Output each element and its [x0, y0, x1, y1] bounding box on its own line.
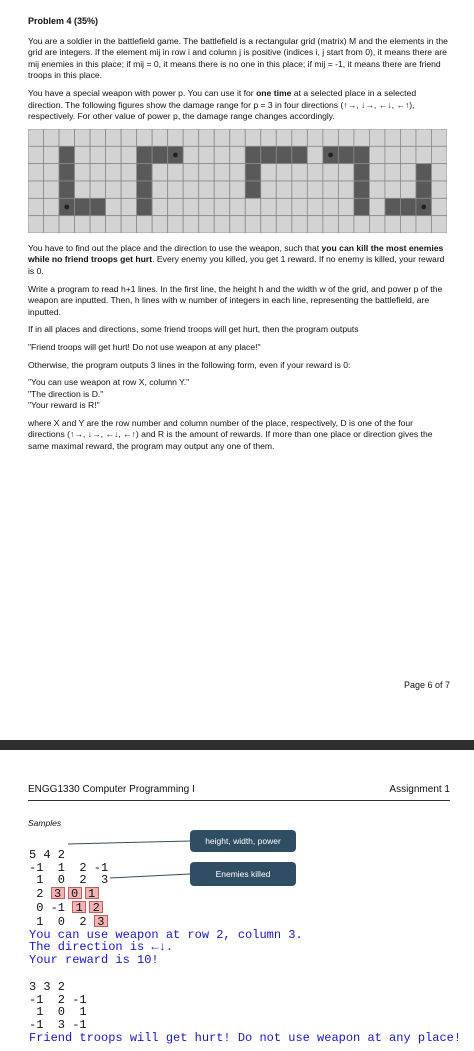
grid-cell: [59, 215, 75, 232]
grid-cell: [323, 215, 339, 232]
grid-cell: [431, 129, 447, 146]
highlight-cell: 2: [89, 901, 103, 913]
grid-cell: [323, 129, 339, 146]
grid-cell: [230, 163, 246, 180]
grid-cell: [431, 163, 447, 180]
grid-cell: [152, 163, 168, 180]
sample1-line-5: 0 -1 1 2: [29, 901, 303, 915]
grid-cell: [59, 181, 75, 198]
sample2-line-4: -1 3 -1: [29, 1018, 87, 1033]
grid-cell: [245, 129, 261, 146]
grid-cell: [28, 198, 44, 215]
grid-cell: [292, 198, 308, 215]
grid-cell: [59, 129, 75, 146]
highlight-cell: 0: [68, 887, 82, 899]
grid-cell: [338, 146, 354, 163]
grid-cell: [152, 198, 168, 215]
grid-cell: [214, 146, 230, 163]
grid-cell: [44, 181, 60, 198]
grid-cell: [261, 198, 277, 215]
grid-cell: [323, 163, 339, 180]
grid-cell: [276, 146, 292, 163]
highlight-cell: 3: [94, 915, 108, 927]
grid-cell: [214, 181, 230, 198]
problem-text: [28, 16, 448, 459]
grid-cell: [431, 215, 447, 232]
grid-cell: [230, 181, 246, 198]
grid-cell: [276, 163, 292, 180]
grid-cell: [276, 198, 292, 215]
sample1-output-2: The direction is ←↓.: [29, 940, 174, 955]
grid-cell: [59, 163, 75, 180]
grid-cell: [431, 146, 447, 163]
grid-cell: [292, 129, 308, 146]
grid-cell: [168, 163, 184, 180]
grid-cell: [199, 146, 215, 163]
output-line-2: "The direction is D.": [28, 388, 104, 399]
sample1-line-4: 2 3 0 1: [29, 887, 303, 901]
para-fail-condition: If in all places and directions, some friend troops will get hurt, then the program outputs: [28, 324, 359, 335]
grid-cell: [354, 215, 370, 232]
page-number: Page 6 of 7: [403, 680, 450, 690]
grid-cell: [245, 146, 261, 163]
grid-cell: [137, 198, 153, 215]
grid-cell: [416, 146, 432, 163]
grid-cell: [292, 181, 308, 198]
samples-label: Samples: [28, 818, 62, 828]
grid-cell: [214, 198, 230, 215]
grid-cell: [152, 146, 168, 163]
grid-cell: [416, 215, 432, 232]
grid-cell: [416, 163, 432, 180]
grid-cell: [137, 129, 153, 146]
grid-cell: [90, 129, 106, 146]
grid-cell: [121, 129, 137, 146]
grid-cell: [307, 129, 323, 146]
grid-cell: [230, 198, 246, 215]
grid-cell: [183, 146, 199, 163]
grid-cell: [245, 198, 261, 215]
grid-cell: [75, 215, 91, 232]
grid-cell: [276, 129, 292, 146]
grid-cell: [183, 198, 199, 215]
grid-cell: [199, 215, 215, 232]
grid-cell: [183, 163, 199, 180]
para-goal: You have to find out the place and the direction to use the weapon, such that you can kill the most enemies while no friend troops get hurt. Every enemy you killed, you get 1 reward. If no enemy is killed, your reward is 0.: [28, 242, 445, 276]
sample2-input: [29, 968, 461, 1045]
grid-cell: [168, 215, 184, 232]
grid-cell: [106, 163, 122, 180]
grid-cell: [168, 198, 184, 215]
grid-cell: [338, 215, 354, 232]
para-input: Write a program to read h+1 lines. In the first line, the height h and the width w of the grid, and power p of the weapon are inputted. Then, h lines with w number of integers in each line, representing the battlefield, are inputted.: [28, 283, 443, 317]
grid-cell: [152, 181, 168, 198]
grid-cell: [354, 198, 370, 215]
grid-cell: [121, 163, 137, 180]
grid-cell: [137, 215, 153, 232]
assignment-title: Assignment 1: [389, 784, 450, 795]
grid-cell: [214, 215, 230, 232]
grid-cell: [28, 146, 44, 163]
grid-cell: [261, 181, 277, 198]
grid-cell: [261, 146, 277, 163]
grid-cell: [59, 146, 75, 163]
grid-cell: [261, 129, 277, 146]
grid-cell: [400, 181, 416, 198]
problem-title: Problem 4 (35%): [28, 16, 99, 26]
grid-cell: [214, 129, 230, 146]
course-title: ENGG1330 Computer Programming I: [28, 784, 195, 795]
grid-cell: [199, 181, 215, 198]
grid-cell: [307, 163, 323, 180]
grid-cell: [121, 215, 137, 232]
grid-cell: [369, 129, 385, 146]
grid-cell: [28, 163, 44, 180]
grid-cell: [168, 181, 184, 198]
para-where: where X and Y are the row number and column number of the place, respectively, D is one of the four directions (↑→, ↓→, ←↓, ←↑) and R is the amount of rewards. If more than one place or direction gives the same maximal reward, the program may output any one of them.: [28, 417, 433, 452]
grid-cell: [152, 129, 168, 146]
grid-cell: [106, 181, 122, 198]
grid-cell: [354, 129, 370, 146]
sample2-line-1: 3 3 2: [29, 979, 66, 994]
grid-cell: [75, 163, 91, 180]
weapon-position-dot: [328, 152, 333, 157]
grid-cell: [137, 181, 153, 198]
grid-cell: [106, 215, 122, 232]
grid-cell: [400, 146, 416, 163]
highlight-cell: 3: [51, 887, 65, 899]
grid-cell: [90, 163, 106, 180]
grid-cell: [292, 215, 308, 232]
grid-cell: [75, 198, 91, 215]
grid-cell: [28, 215, 44, 232]
grid-cell: [230, 215, 246, 232]
grid-cell: [369, 146, 385, 163]
sample1-line-1: 5 4 2: [29, 847, 66, 862]
grid-cell: [323, 198, 339, 215]
sample1-line-2: -1 1 2 -1: [29, 860, 109, 875]
grid-cell: [338, 163, 354, 180]
grid-cell: [338, 181, 354, 198]
sample2-output: Friend troops will get hurt! Do not use weapon at any place!: [29, 1030, 462, 1045]
grid-cell: [90, 198, 106, 215]
grid-cell: [230, 146, 246, 163]
grid-cell: [245, 181, 261, 198]
grid-cell: [292, 146, 308, 163]
grid-cell: [214, 163, 230, 180]
grid-cell: [245, 163, 261, 180]
sample1-input: [29, 836, 303, 967]
grid-cell: [354, 163, 370, 180]
grid-cell: [385, 198, 401, 215]
grid-cell: [199, 198, 215, 215]
grid-cell: [307, 198, 323, 215]
grid-cell: [400, 163, 416, 180]
callout-height-width-power: height, width, power: [190, 830, 296, 852]
damage-grid: [28, 129, 447, 233]
grid-cell: [400, 215, 416, 232]
grid-cell: [385, 181, 401, 198]
grid-cell: [121, 146, 137, 163]
grid-cell: [400, 129, 416, 146]
grid-cell: [307, 181, 323, 198]
grid-cell: [44, 198, 60, 215]
grid-cell: [121, 181, 137, 198]
grid-cell: [230, 129, 246, 146]
grid-cell: [431, 181, 447, 198]
grid-cell: [323, 181, 339, 198]
grid-cell: [75, 181, 91, 198]
grid-cell: [354, 146, 370, 163]
para-weapon: You have a special weapon with power p. You can use it for one time at a selected place in a selected direction. The following figures show the damage range for p = 3 in four directions (↑→, ↓→, ←↓, ←↑), respectively. For other value of power p, the damage range changes accordingly.: [28, 87, 417, 122]
sample2-line-2: -1 2 -1: [29, 992, 87, 1007]
grid-cell: [44, 129, 60, 146]
grid-cell: [276, 215, 292, 232]
highlight-cell: 1: [72, 901, 86, 913]
grid-cell: [28, 129, 44, 146]
grid-cell: [137, 146, 153, 163]
grid-cell: [338, 198, 354, 215]
grid-cell: [106, 146, 122, 163]
grid-cell: [369, 198, 385, 215]
grid-cell: [385, 215, 401, 232]
output-line-3: "Your reward is R!": [28, 400, 100, 411]
grid-cell: [183, 181, 199, 198]
grid-cell: [137, 163, 153, 180]
grid-cell: [28, 181, 44, 198]
fail-message: "Friend troops will get hurt! Do not use weapon at any place!": [28, 341, 261, 352]
grid-cell: [199, 163, 215, 180]
sample1-line-6: 1 0 2 3: [29, 915, 303, 929]
weapon-position-dot: [64, 204, 69, 209]
highlight-cell: 1: [85, 887, 99, 899]
grid-cell: [276, 181, 292, 198]
grid-cell: [292, 163, 308, 180]
output-line-1: "You can use weapon at row X, column Y.": [28, 377, 190, 388]
grid-cell: [400, 198, 416, 215]
grid-cell: [416, 129, 432, 146]
grid-cell: [385, 146, 401, 163]
grid-cell: [106, 198, 122, 215]
grid-cell: [385, 129, 401, 146]
grid-cell: [183, 215, 199, 232]
grid-cell: [106, 129, 122, 146]
grid-cell: [75, 129, 91, 146]
grid-cell: [90, 215, 106, 232]
weapon-position-dot: [421, 204, 426, 209]
grid-cell: [90, 181, 106, 198]
grid-cell: [199, 129, 215, 146]
grid-cell: [261, 215, 277, 232]
grid-cell: [307, 146, 323, 163]
grid-cell: [369, 163, 385, 180]
grid-cell: [44, 215, 60, 232]
damage-range-figure: [28, 129, 447, 233]
weapon-position-dot: [173, 152, 178, 157]
grid-cell: [152, 215, 168, 232]
grid-cell: [183, 129, 199, 146]
grid-cell: [385, 163, 401, 180]
grid-cell: [44, 163, 60, 180]
grid-cell: [338, 129, 354, 146]
grid-cell: [121, 198, 137, 215]
callout-enemies-killed: Enemies killed: [190, 862, 296, 886]
page-7: [0, 750, 474, 1051]
grid-cell: [307, 215, 323, 232]
grid-cell: [90, 146, 106, 163]
grid-cell: [416, 181, 432, 198]
sample1-output-1: You can use weapon at row 2, column 3.: [29, 927, 303, 942]
page-divider: [0, 740, 474, 750]
grid-cell: [354, 181, 370, 198]
grid-cell: [431, 198, 447, 215]
para-output: Otherwise, the program outputs 3 lines in the following form, even if your reward is 0:: [28, 359, 351, 370]
sample1-output-3: Your reward is 10!: [29, 953, 159, 968]
grid-cell: [261, 163, 277, 180]
grid-cell: [44, 146, 60, 163]
sample2-line-3: 1 0 1: [29, 1005, 87, 1020]
grid-cell: [245, 215, 261, 232]
grid-cell: [168, 129, 184, 146]
grid-cell: [369, 215, 385, 232]
grid-cell: [369, 181, 385, 198]
sample1-line-3: 1 0 2 3: [29, 873, 109, 888]
para-intro: You are a soldier in the battlefield game. The battlefield is a rectangular grid (matrix) M and the elements in the grid are integers. If the element mij in row i and column j is positive (indices i, j start from 0), it means there are mij enemies in this place; if mij = 0, it means there is no one in this place; if mij = -1, it means there are friend troops in this place.: [28, 35, 448, 81]
grid-cell: [75, 146, 91, 163]
